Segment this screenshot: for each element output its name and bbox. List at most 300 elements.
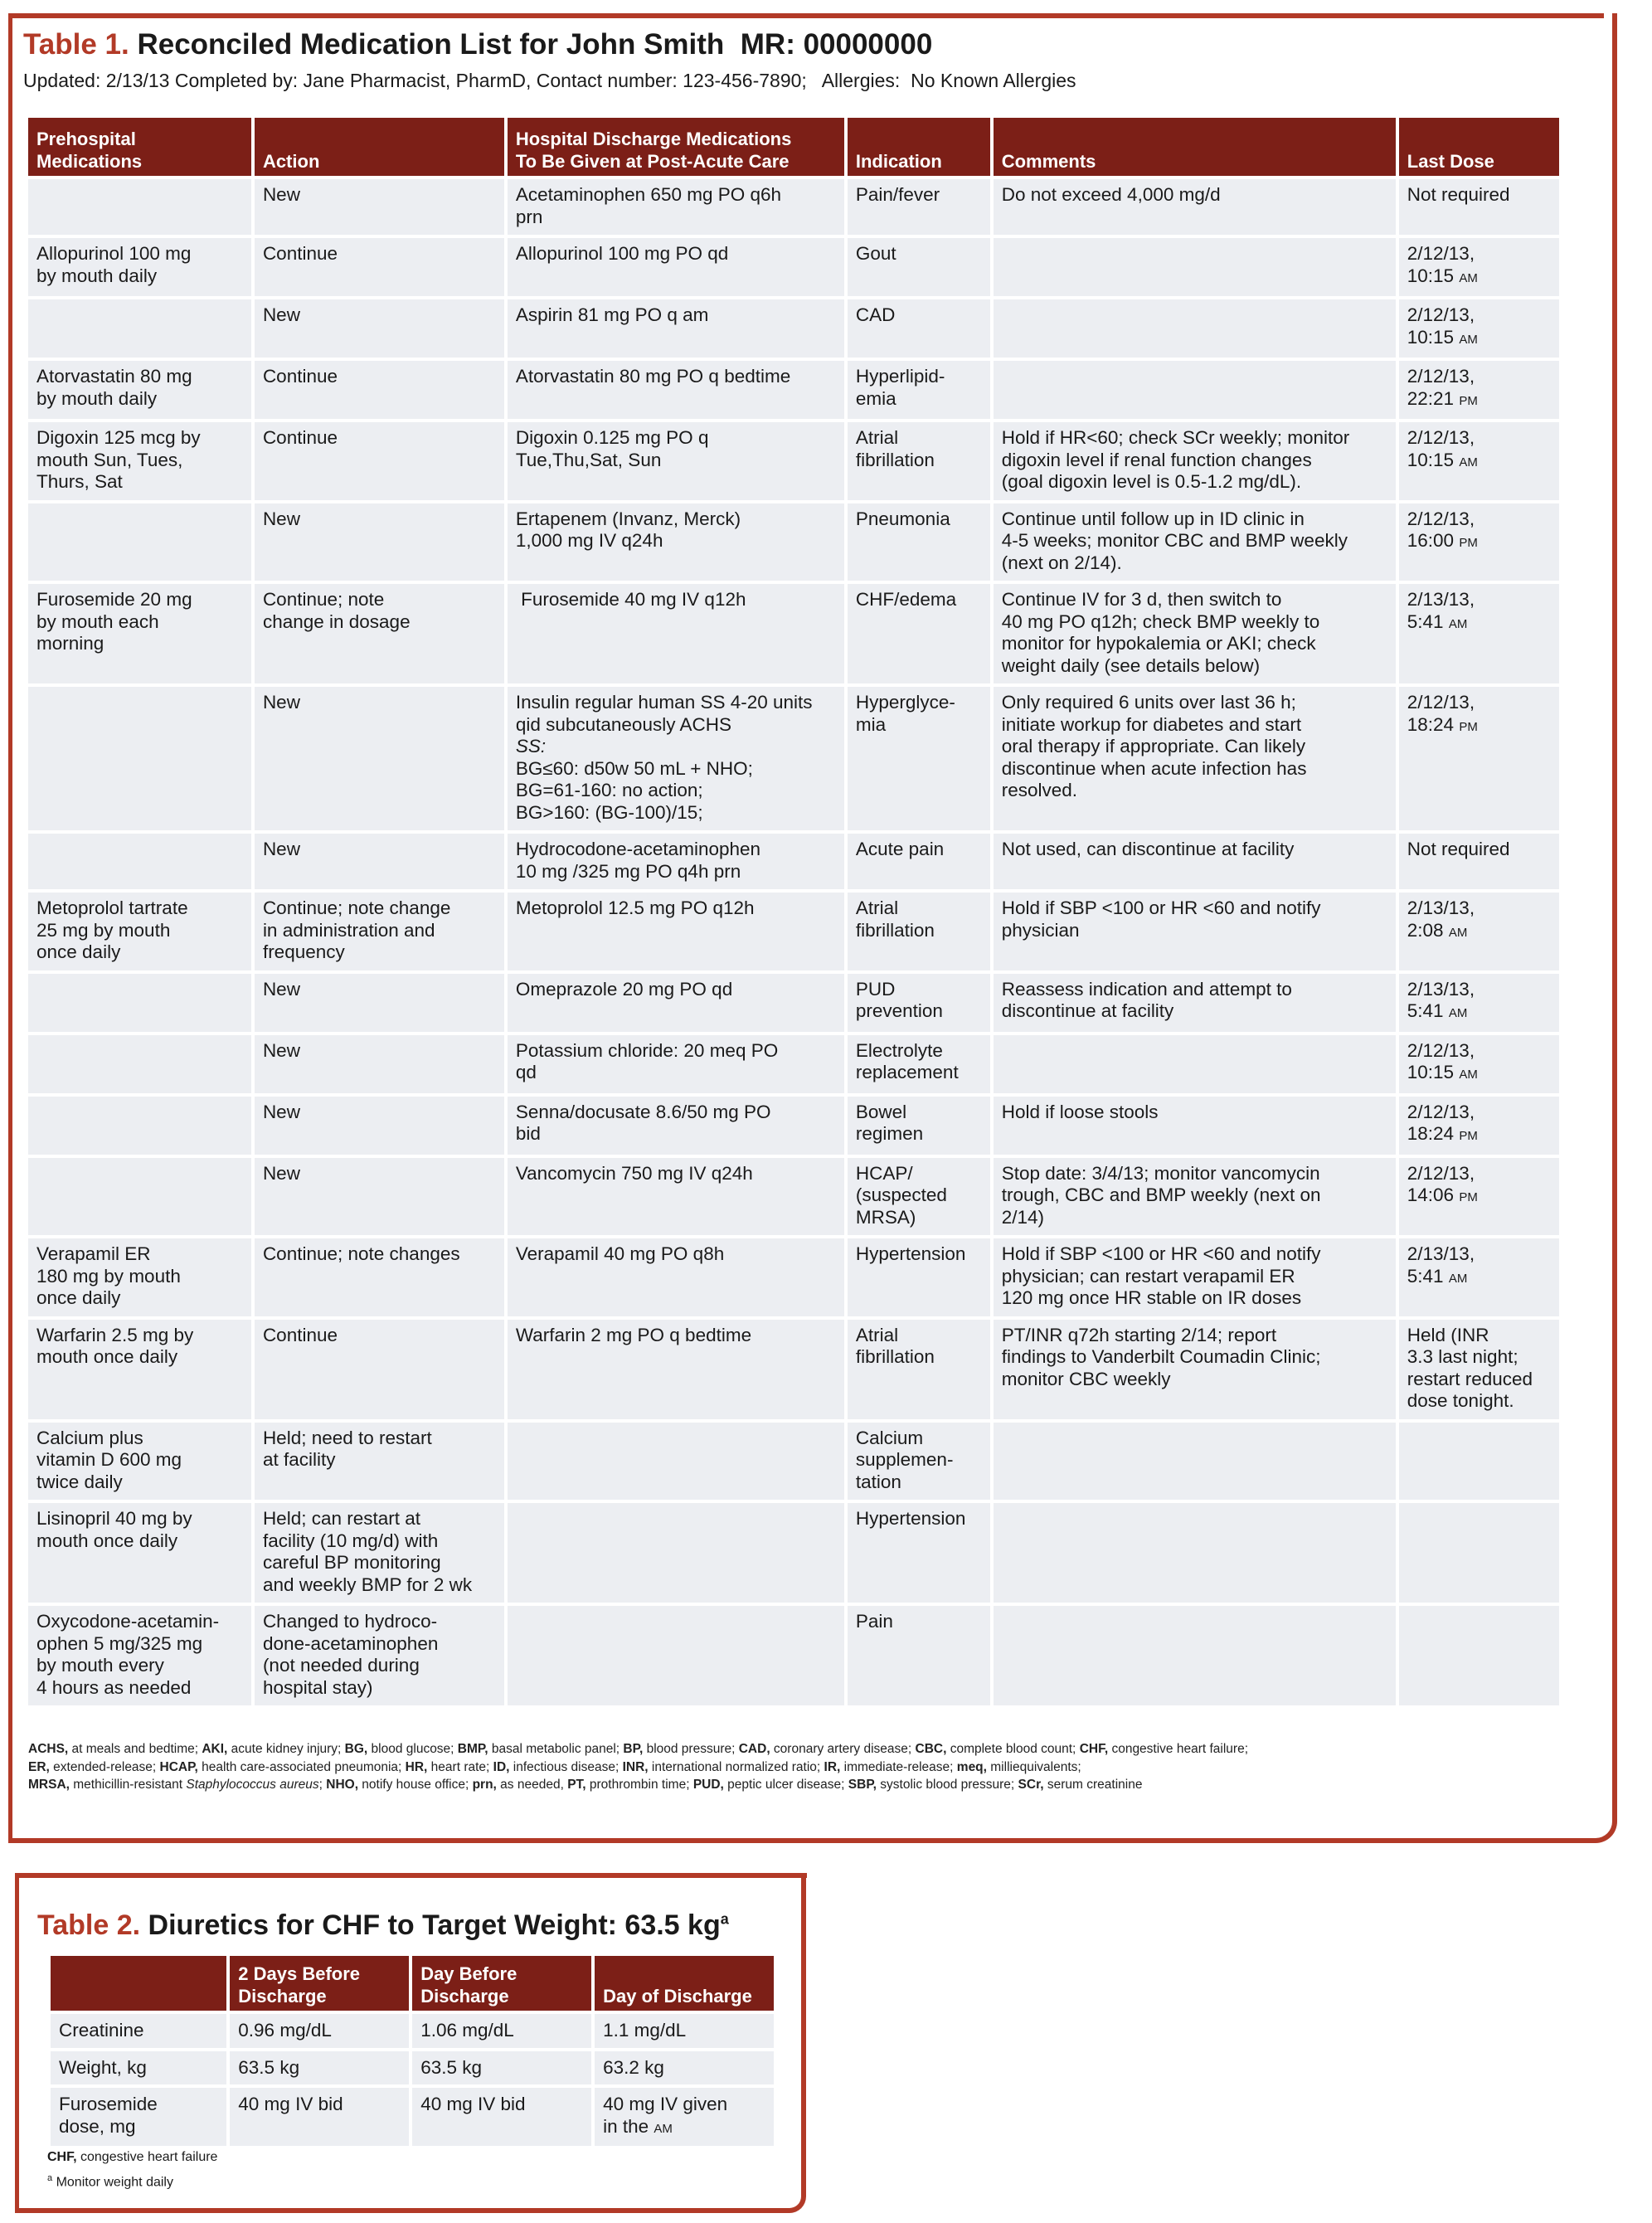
diuretics-cell-text: 63.2 kg (603, 2056, 664, 2078)
last-dose-date: 2/12/13, (1407, 427, 1475, 448)
cell-discharge (508, 1423, 844, 1501)
table-row (28, 1503, 1559, 1603)
last-dose-time (1407, 388, 1551, 413)
diuretics-cell-text: 40 mg IV bid (420, 2094, 526, 2114)
cell-prehospital (28, 361, 251, 419)
abbreviation-definition: systolic blood pressure; (876, 1778, 1018, 1792)
last-dose-date: 2/12/13, (1407, 692, 1475, 713)
abbreviation-term: PUD, (692, 1778, 724, 1792)
table2-abbreviation (47, 2150, 217, 2165)
cell-action-text: New (262, 508, 300, 529)
cell-prehospital-text: Verapamil ER 180 mg by mouth once daily (36, 1243, 181, 1308)
abbreviation-term: AKI, (202, 1742, 228, 1756)
cell-discharge-extra: BG≤60: d50w 50 mL + NHO; BG=61-160: no action; BG>160: (BG-100)/15; (515, 757, 753, 823)
last-dose-date: 2/13/13, (1407, 897, 1475, 918)
diuretics-cell-c3 (595, 2088, 774, 2146)
abbreviation-term: CHF, (1079, 1742, 1109, 1756)
cell-discharge (508, 687, 844, 830)
cell-indication (848, 687, 990, 830)
last-dose-ampm: AM (1448, 1006, 1468, 1020)
last-dose-ampm: PM (1459, 1190, 1478, 1204)
table-row (28, 299, 1559, 358)
diuretics-cell-text: 0.96 mg/dL (238, 2020, 332, 2041)
cell-action (255, 422, 504, 500)
cell-discharge (508, 179, 844, 235)
abbreviation-definition: at meals and bedtime; (68, 1742, 202, 1756)
cell-action-text: Continue; note change in dosage (262, 589, 411, 632)
abbreviation-definition: serum creatinine (1043, 1778, 1143, 1792)
table-row (28, 1238, 1559, 1316)
diuretics-header-day-of: Day of Discharge (595, 1956, 774, 2011)
cell-comments (994, 361, 1396, 419)
table-row (51, 2088, 774, 2146)
cell-action-text: Held; can restart at facility (10 mg/d) with careful BP monitoring and weekly BMP for 2 wk (262, 1508, 473, 1595)
table2-abbr-def: congestive heart failure (76, 2150, 218, 2164)
abbreviation-term: IR, (824, 1759, 841, 1774)
table-row (51, 2051, 774, 2085)
cell-comments-text: Only required 6 units over last 36 h; initiate workup for diabetes and start oral therapy if appropriate. Can likely discontinue when acute infection has resolved. (1001, 692, 1307, 800)
cell-comments (994, 299, 1396, 358)
cell-action (255, 1035, 504, 1093)
table2-footnote (47, 2173, 173, 2190)
cell-action-text: New (262, 692, 300, 713)
cell-prehospital (28, 1238, 251, 1316)
cell-last-dose (1399, 1238, 1559, 1316)
cell-indication-text: CHF/edema (855, 589, 957, 610)
diuretics-cell-c1 (230, 2051, 409, 2085)
header-comments: Comments (994, 118, 1396, 176)
cell-action (255, 361, 504, 419)
last-dose-time-value: 5:41 (1407, 1000, 1444, 1021)
abbreviation-term: ID, (493, 1759, 510, 1774)
last-dose-date: 2/12/13, (1407, 1039, 1475, 1061)
last-dose-time-value: 18:24 (1407, 713, 1455, 735)
cell-indication (848, 1035, 990, 1093)
table-row (28, 1423, 1559, 1501)
last-dose-time (1407, 1123, 1551, 1148)
table-row (28, 1606, 1559, 1705)
diuretics-cell-text: Furosemide dose, mg (59, 2094, 158, 2137)
cell-prehospital (28, 1035, 251, 1093)
cell-comments-text: Do not exceed 4,000 mg/d (1001, 184, 1221, 205)
abbreviation-definition: heart rate; (427, 1759, 493, 1774)
cell-prehospital (28, 1423, 251, 1501)
cell-indication (848, 834, 990, 889)
last-dose-ampm: AM (1459, 332, 1478, 347)
cell-indication-text: Hyperlipid- emia (855, 366, 945, 409)
diuretics-cell-text: 1.06 mg/dL (420, 2020, 514, 2041)
cell-indication-text: Pain/fever (855, 184, 940, 205)
abbreviation-term: CAD, (738, 1742, 770, 1756)
cell-discharge-text: Verapamil 40 mg PO q8h (515, 1243, 725, 1264)
abbreviation-definition: milliequivalents; (986, 1759, 1081, 1774)
cell-indication-text: Electrolyte replacement (855, 1039, 959, 1082)
last-dose-date: Not required (1407, 839, 1510, 859)
cell-indication (848, 1320, 990, 1419)
cell-prehospital (28, 503, 251, 581)
cell-indication (848, 584, 990, 683)
cell-prehospital-text: Calcium plus vitamin D 600 mg twice daily (36, 1427, 182, 1492)
diuretics-cell-c3 (595, 2014, 774, 2048)
cell-action-text: Continue (262, 427, 338, 448)
abbreviation-term: BG, (344, 1742, 368, 1756)
cell-action-text: New (262, 304, 300, 325)
cell-discharge-text: Acetaminophen 650 mg PO q6h prn (515, 184, 782, 227)
cell-comments-text: Reassess indication and attempt to discontinue at facility (1001, 978, 1292, 1021)
diuretics-cell-label (51, 2014, 226, 2048)
cell-indication-text: Atrial fibrillation (855, 1324, 935, 1367)
cell-discharge-text: Allopurinol 100 mg PO qd (515, 243, 729, 264)
table-row (28, 1035, 1559, 1093)
table2-title-text: Diuretics for CHF to Target Weight: 63.5 kg (148, 1909, 721, 1941)
last-dose-ampm: AM (1459, 1068, 1478, 1082)
cell-comments-text: Continue until follow up in ID clinic in 4-5 weeks; monitor CBC and BMP weekly (next on 2/14). (1001, 508, 1348, 573)
header-prehospital: Prehospital Medications (28, 118, 251, 176)
abbreviation-term: BP, (623, 1742, 644, 1756)
cell-indication-text: Atrial fibrillation (855, 427, 935, 470)
table-row (28, 361, 1559, 419)
diuretics-cell-label (51, 2051, 226, 2085)
cell-prehospital (28, 834, 251, 889)
cell-discharge (508, 1320, 844, 1419)
cell-action (255, 1503, 504, 1603)
cell-indication-text: Pneumonia (855, 508, 950, 529)
cell-prehospital (28, 1320, 251, 1419)
last-dose-date: 2/12/13, (1407, 243, 1475, 264)
abbreviation-definition: peptic ulcer disease; (723, 1778, 848, 1792)
cell-comments-text: PT/INR q72h starting 2/14; report findings to Vanderbilt Coumadin Clinic; monitor CBC weekly (1001, 1324, 1321, 1389)
cell-comments (994, 503, 1396, 581)
cell-discharge (508, 238, 844, 296)
cell-comments (994, 1320, 1396, 1419)
table-row (28, 503, 1559, 581)
cell-comments (994, 1238, 1396, 1316)
cell-comments (994, 687, 1396, 830)
diuretics-cell-label (51, 2088, 226, 2146)
cell-discharge-text: Furosemide 40 mg IV q12h (515, 589, 746, 610)
cell-prehospital-text: Warfarin 2.5 mg by mouth once daily (36, 1324, 194, 1367)
cell-indication-text: Hypertension (855, 1243, 966, 1264)
cell-action-text: Continue (262, 1324, 338, 1345)
cell-action (255, 179, 504, 235)
cell-last-dose (1399, 361, 1559, 419)
last-dose-time-value: 5:41 (1407, 610, 1444, 632)
last-dose-date: 2/12/13, (1407, 366, 1475, 387)
cell-action-text: Continue; note changes (262, 1243, 460, 1264)
cell-indication (848, 974, 990, 1032)
cell-action-text: New (262, 839, 300, 859)
cell-comments (994, 1503, 1396, 1603)
last-dose-time-value: 22:21 (1407, 387, 1455, 409)
last-dose-ampm: AM (1459, 455, 1478, 469)
diuretics-header-2days: 2 Days Before Discharge (230, 1956, 409, 2011)
last-dose-date: 2/13/13, (1407, 978, 1475, 1000)
diuretics-cell-text: 63.5 kg (420, 2056, 482, 2078)
last-dose-time-value: 14:06 (1407, 1184, 1455, 1205)
last-dose-time (1407, 1184, 1551, 1209)
diuretics-cell-c1 (230, 2088, 409, 2146)
cell-action-text: New (262, 1101, 300, 1122)
cell-indication-text: Hypertension (855, 1508, 966, 1529)
cell-action (255, 1097, 504, 1155)
abbreviation-definition: ; (318, 1778, 327, 1792)
last-dose-time (1407, 1000, 1551, 1025)
cell-comments (994, 584, 1396, 683)
abbreviation-line (28, 1740, 1562, 1758)
cell-discharge-ss: SS: (515, 736, 547, 756)
cell-last-dose (1399, 974, 1559, 1032)
abbreviation-term: CBC, (915, 1742, 947, 1756)
cell-discharge-text: Insulin regular human SS 4-20 units qid subcutaneously ACHS (515, 692, 813, 735)
cell-indication (848, 179, 990, 235)
table1-title (23, 28, 932, 61)
cell-last-dose (1399, 238, 1559, 296)
cell-indication-text: Hyperglyce- mia (855, 692, 955, 735)
cell-discharge-text: Ertapenem (Invanz, Merck) 1,000 mg IV q24h (515, 508, 741, 551)
cell-action (255, 503, 504, 581)
diuretics-cell-c2 (412, 2051, 591, 2085)
cell-indication-text: Acute pain (855, 839, 945, 859)
last-dose-date: 2/12/13, (1407, 304, 1475, 325)
table1-subtitle: Updated: 2/13/13 Completed by: Jane Pharmacist, PharmD, Contact number: 123-456-7890; Allergies: No Known Allergies (23, 70, 1076, 91)
table-row (51, 2014, 774, 2048)
cell-discharge (508, 1158, 844, 1236)
abbreviation-definition: basal metabolic panel; (488, 1742, 624, 1756)
cell-prehospital-text: Digoxin 125 mcg by mouth Sun, Tues, Thurs, Sat (36, 427, 201, 492)
cell-indication-text: Calcium supplemen- tation (855, 1427, 954, 1492)
cell-prehospital-text: Allopurinol 100 mg by mouth daily (36, 243, 192, 286)
cell-discharge-text: Senna/docusate 8.6/50 mg PO bid (515, 1101, 771, 1144)
last-dose-time-value: 10:15 (1407, 1062, 1455, 1082)
last-dose-time-value: 10:15 (1407, 449, 1455, 470)
last-dose-ampm: AM (1459, 270, 1478, 285)
cell-last-dose (1399, 1606, 1559, 1705)
cell-discharge (508, 1238, 844, 1316)
cell-discharge (508, 1097, 844, 1155)
last-dose-date: 2/13/13, (1407, 1243, 1475, 1264)
abbreviation-term: PT, (567, 1778, 586, 1792)
cell-indication (848, 1606, 990, 1705)
cell-action (255, 834, 504, 889)
abbreviation-term: ER, (28, 1759, 50, 1774)
cell-action (255, 893, 504, 970)
cell-comments (994, 1158, 1396, 1236)
abbreviation-line (28, 1758, 1562, 1777)
header-last-dose: Last Dose (1399, 118, 1559, 176)
cell-action-text: New (262, 1039, 300, 1061)
cell-comments-text: Continue IV for 3 d, then switch to 40 mg PO q12h; check BMP weekly to monitor for hypokalemia or AKI; check weight daily (see details below) (1001, 589, 1320, 676)
abbreviation-term: meq, (956, 1759, 987, 1774)
cell-indication (848, 893, 990, 970)
abbreviation-term: ACHS, (28, 1742, 69, 1756)
diuretics-cell-c1 (230, 2014, 409, 2048)
cell-prehospital-text: Oxycodone-acetamin- ophen 5 mg/325 mg by mouth every 4 hours as needed (36, 1611, 220, 1698)
cell-prehospital (28, 1606, 251, 1705)
cell-discharge-text: Metoprolol 12.5 mg PO q12h (515, 897, 755, 918)
abbreviation-term: SBP, (848, 1778, 877, 1792)
cell-action-text: Held; need to restart at facility (262, 1427, 432, 1470)
cell-last-dose (1399, 299, 1559, 358)
last-dose-date: 2/13/13, (1407, 589, 1475, 610)
abbreviation-term: HR, (405, 1759, 428, 1774)
cell-discharge-text: Omeprazole 20 mg PO qd (515, 978, 733, 1000)
abbreviation-definition: extended-release; (49, 1759, 160, 1774)
cell-prehospital (28, 1503, 251, 1603)
cell-indication (848, 238, 990, 296)
header-action: Action (255, 118, 504, 176)
diuretics-cell-text: Creatinine (59, 2020, 144, 2041)
last-dose-date: Held (INR 3.3 last night; restart reduced dose tonight. (1407, 1324, 1533, 1411)
cell-comments-text: Not used, can discontinue at facility (1001, 839, 1295, 859)
last-dose-time (1407, 327, 1551, 352)
cell-discharge-text: Vancomycin 750 mg IV q24h (515, 1162, 753, 1184)
table-row (28, 179, 1559, 235)
cell-action (255, 1238, 504, 1316)
last-dose-ampm: AM (1448, 1271, 1468, 1286)
cell-action (255, 687, 504, 830)
last-dose-date: 2/12/13, (1407, 1162, 1475, 1184)
table-row (28, 1158, 1559, 1236)
abbreviation-term: HCAP, (159, 1759, 198, 1774)
cell-last-dose (1399, 422, 1559, 500)
table-row (28, 893, 1559, 970)
diuretics-header-day-before: Day Before Discharge (412, 1956, 591, 2011)
cell-action (255, 584, 504, 683)
cell-last-dose (1399, 1503, 1559, 1603)
cell-action-text: Continue (262, 243, 338, 264)
cell-discharge-text: Potassium chloride: 20 meq PO qd (515, 1039, 779, 1082)
last-dose-ampm: AM (1448, 925, 1468, 940)
abbreviation-term: prn, (472, 1778, 497, 1792)
cell-indication (848, 422, 990, 500)
abbreviation-term: INR, (622, 1759, 649, 1774)
cell-indication-text: Gout (855, 243, 896, 264)
abbreviation-definition: Staphylococcus aureus (186, 1778, 319, 1792)
cell-indication-text: HCAP/ (suspected MRSA) (855, 1162, 947, 1228)
last-dose-time (1407, 450, 1551, 474)
cell-prehospital-text: Furosemide 20 mg by mouth each morning (36, 589, 192, 654)
abbreviation-definition: coronary artery disease; (770, 1742, 916, 1756)
last-dose-time (1407, 1266, 1551, 1291)
cell-comments (994, 893, 1396, 970)
cell-indication (848, 299, 990, 358)
cell-last-dose (1399, 893, 1559, 970)
cell-comments (994, 974, 1396, 1032)
last-dose-time (1407, 920, 1551, 945)
last-dose-date: 2/12/13, (1407, 508, 1475, 529)
cell-last-dose (1399, 687, 1559, 830)
last-dose-time-value: 10:15 (1407, 265, 1455, 286)
table-row (28, 834, 1559, 889)
cell-last-dose (1399, 179, 1559, 235)
diuretics-cell-text: 40 mg IV bid (238, 2094, 343, 2114)
cell-prehospital (28, 974, 251, 1032)
cell-prehospital (28, 1097, 251, 1155)
cell-discharge (508, 1606, 844, 1705)
cell-action (255, 299, 504, 358)
last-dose-time (1407, 265, 1551, 290)
cell-prehospital (28, 422, 251, 500)
cell-comments (994, 1606, 1396, 1705)
table2-title (37, 1909, 729, 1942)
table2-footnote-text: Monitor weight daily (52, 2175, 173, 2190)
cell-discharge-text: Warfarin 2 mg PO q bedtime (515, 1324, 752, 1345)
cell-comments (994, 238, 1396, 296)
cell-prehospital (28, 687, 251, 830)
abbreviation-definition: blood pressure; (643, 1742, 739, 1756)
cell-comments-text: Hold if HR<60; check SCr weekly; monitor digoxin level if renal function changes (goal digoxin level is 0.5-1.2 mg/dL). (1001, 427, 1350, 492)
abbreviation-definition: international normalized ratio; (648, 1759, 824, 1774)
cell-comments (994, 179, 1396, 235)
last-dose-time-value: 16:00 (1407, 530, 1455, 551)
cell-last-dose (1399, 834, 1559, 889)
diuretics-cell-c3 (595, 2051, 774, 2085)
table2-label: Table 2. (37, 1909, 141, 1941)
table2-frame (15, 1873, 806, 2213)
last-dose-time (1407, 714, 1551, 739)
cell-discharge-text: Digoxin 0.125 mg PO q Tue,Thu,Sat, Sun (515, 427, 709, 470)
header-discharge: Hospital Discharge Medications To Be Given at Post-Acute Care (508, 118, 844, 176)
abbreviation-definition: acute kidney injury; (227, 1742, 345, 1756)
cell-discharge (508, 299, 844, 358)
cell-discharge (508, 584, 844, 683)
diuretics-cell-text: 40 mg IV given in the (603, 2094, 728, 2137)
cell-discharge (508, 893, 844, 970)
cell-prehospital (28, 179, 251, 235)
cell-discharge (508, 361, 844, 419)
cell-comments (994, 1423, 1396, 1501)
abbreviation-definition: as needed, (496, 1778, 568, 1792)
cell-discharge-text: Aspirin 81 mg PO q am (515, 304, 709, 325)
cell-action (255, 238, 504, 296)
last-dose-ampm: PM (1459, 393, 1478, 408)
diuretics-cell-ampm: AM (654, 2121, 673, 2136)
cell-indication (848, 1503, 990, 1603)
cell-prehospital-text: Metoprolol tartrate 25 mg by mouth once daily (36, 897, 188, 962)
cell-comments (994, 422, 1396, 500)
abbreviation-definition: methicillin-resistant (69, 1778, 187, 1792)
table2-footnote-sup: a (47, 2173, 53, 2183)
diuretics-cell-text: Weight, kg (59, 2056, 147, 2078)
diuretics-table-header (51, 1956, 774, 2011)
cell-indication-text: CAD (855, 304, 896, 325)
cell-prehospital (28, 1158, 251, 1236)
cell-last-dose (1399, 503, 1559, 581)
cell-action (255, 1320, 504, 1419)
last-dose-time-value: 18:24 (1407, 1123, 1455, 1144)
cell-discharge-text: Hydrocodone-acetaminophen 10 mg /325 mg PO q4h prn (515, 839, 761, 882)
cell-comments-text: Hold if loose stools (1001, 1101, 1159, 1122)
table-row (28, 422, 1559, 500)
table2-title-sup: a (720, 1910, 729, 1928)
abbreviation-definition: complete blood count; (946, 1742, 1080, 1756)
cell-indication (848, 1158, 990, 1236)
cell-last-dose (1399, 1423, 1559, 1501)
cell-action-text: New (262, 184, 300, 205)
medication-table-header (28, 118, 1559, 176)
table1-title-text: Reconciled Medication List for John Smith MR: 00000000 (137, 28, 933, 61)
last-dose-ampm: PM (1459, 719, 1478, 734)
medication-table (25, 114, 1562, 1709)
abbreviations-footnote (28, 1740, 1562, 1794)
diuretics-cell-text: 1.1 mg/dL (603, 2020, 687, 2041)
cell-indication-text: PUD prevention (855, 978, 943, 1021)
abbreviation-definition: congestive heart failure; (1108, 1742, 1249, 1756)
table2-abbr-term: CHF, (47, 2150, 77, 2164)
cell-action (255, 1158, 504, 1236)
abbreviation-term: BMP, (457, 1742, 488, 1756)
cell-comments (994, 1097, 1396, 1155)
